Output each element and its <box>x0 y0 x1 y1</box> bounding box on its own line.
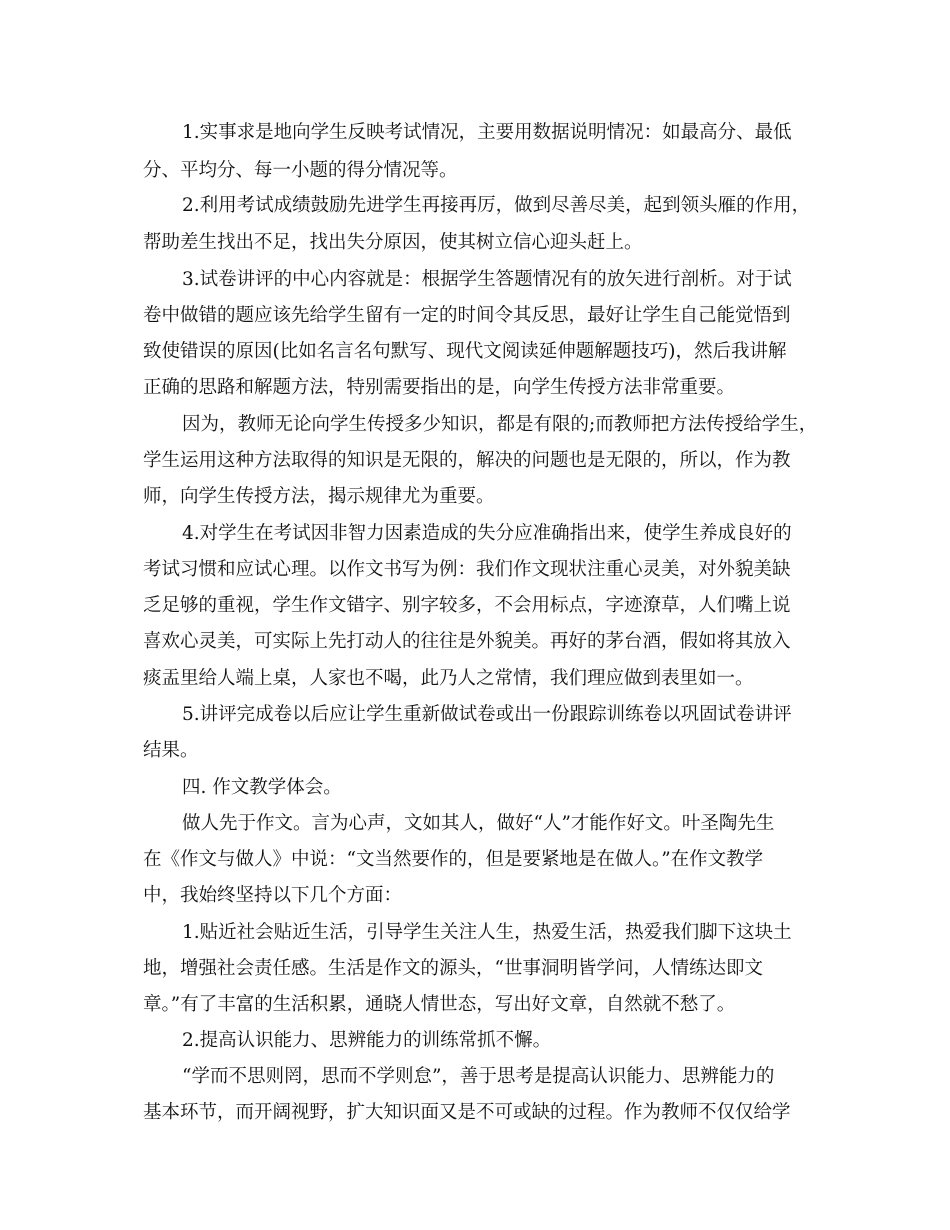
text-line: 分、平均分、每一小题的得分情况等。 <box>143 160 458 181</box>
text-line: “学而不思则罔，思而不学则怠”，善于思考是提高认识能力、思辨能力的 <box>182 1066 775 1087</box>
text-line: 因为，教师无论向学生传授多少知识，都是有限的;而教师把方法传授给学生， <box>182 414 818 435</box>
text-line: 2.利用考试成绩鼓励先进学生再接再厉，做到尽善尽美，起到领头雁的作用， <box>182 195 811 216</box>
text-line: 5.讲评完成卷以后应让学生重新做试卷或出一份跟踪训练卷以巩固试卷讲评 <box>182 704 792 725</box>
text-line: 乏足够的重视，学生作文错字、别字较多，不会用标点，字迹潦草，人们嘴上说 <box>143 595 791 616</box>
text-line: 做人先于作文。言为心声，文如其人，做好“人”才能作好文。叶圣陶先生 <box>182 813 775 834</box>
text-line: 致使错误的原因(比如名言名句默写、现代文阅读延伸题解题技巧)，然后我讲解 <box>143 341 787 362</box>
text-line: 帮助差生找出不足，找出失分原因，使其树立信心迎头赶上。 <box>143 232 643 253</box>
text-line: 学生运用这种方法取得的知识是无限的，解决的问题也是无限的，所以，作为教 <box>143 450 791 471</box>
text-line: 正确的思路和解题方法，特别需要指出的是，向学生传授方法非常重要。 <box>143 377 736 398</box>
text-line: 2.提高认识能力、思辨能力的训练常抓不懈。 <box>182 1030 552 1051</box>
text-line: 基本环节，而开阔视野，扩大知识面又是不可或缺的过程。作为教师不仅仅给学 <box>143 1102 791 1123</box>
text-line: 4.对学生在考试因非智力因素造成的失分应准确指出来，使学生养成良好的 <box>182 523 792 544</box>
text-line: 地，增强社会责任感。生活是作文的源头，“世事洞明皆学问，人情练达即文 <box>143 958 763 979</box>
text-line: 3.试卷讲评的中心内容就是：根据学生答题情况有的放矢进行剖析。对于试 <box>182 269 792 290</box>
text-line: 考试习惯和应试心理。以作文书写为例：我们作文现状注重心灵美，对外貌美缺 <box>143 559 791 580</box>
section-heading: 四. 作文教学体会。 <box>182 777 342 798</box>
text-line: 1.实事求是地向学生反映考试情况，主要用数据说明情况：如最高分、最低 <box>182 122 792 143</box>
text-line: 卷中做错的题应该先给学生留有一定的时间令其反思，最好让学生自己能觉悟到 <box>143 305 791 326</box>
text-line: 中，我始终坚持以下几个方面： <box>143 885 403 906</box>
text-line: 结果。 <box>143 740 199 761</box>
text-line: 痰盂里给人端上桌，人家也不喝，此乃人之常情，我们理应做到表里如一。 <box>143 668 754 689</box>
text-line: 章。”有了丰富的生活积累，通晓人情世态，写出好文章，自然就不愁了。 <box>143 994 736 1015</box>
text-line: 喜欢心灵美，可实际上先打动人的往往是外貌美。再好的茅台酒，假如将其放入 <box>143 631 791 652</box>
text-line: 1.贴近社会贴近生活，引导学生关注人生，热爱生活，热爱我们脚下这块土 <box>182 922 792 943</box>
text-line: 师，向学生传授方法，揭示规律尤为重要。 <box>143 486 495 507</box>
text-line: 在《作文与做人》中说：“文当然要作的，但是要紧地是在做人。”在作文教学 <box>143 849 764 870</box>
